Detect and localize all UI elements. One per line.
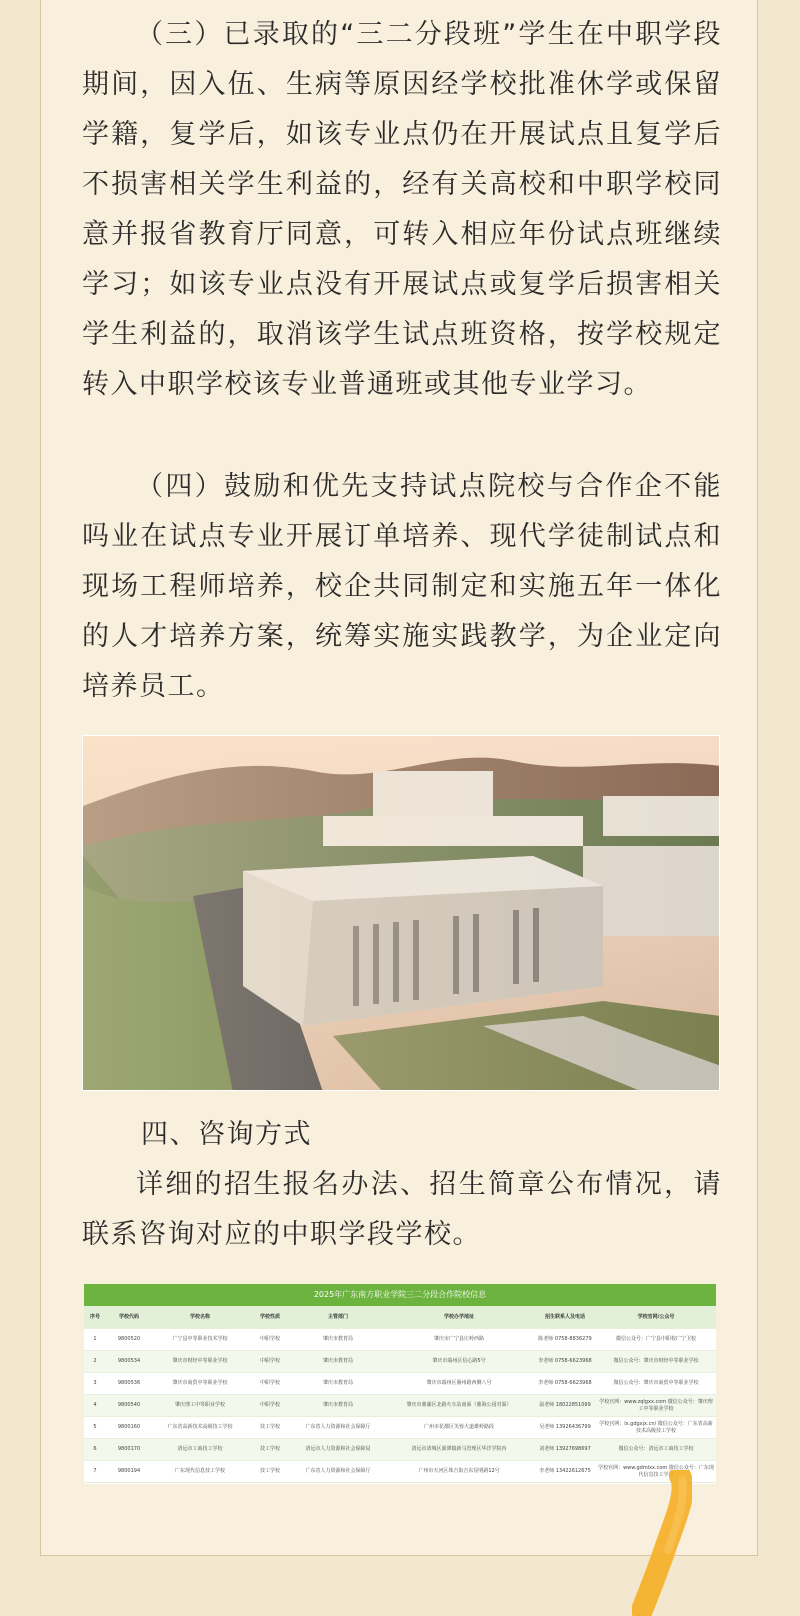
table-cell: 9800540 (106, 1395, 152, 1417)
table-cell: 温老师 18022851099 (534, 1395, 596, 1417)
paragraph-item-3: （三）已录取的“三二分段班”学生在中职学段期间，因入伍、生病等原因经学校批准休学或保留学籍，复学后，如该专业点仍在开展试点且复学后不损害相关学生利益的，经有关高校和中职学校同意并报省教育厅同意，可转入相应年份试点班继续学习；如该专业点没有开展试点或复学后损害相关学生利益的，取消该学生试点班资格，按学校规定转入中职学校该专业普通班或其他专业学习。 (82, 19, 722, 400)
column-header: 学校名称 (152, 1306, 248, 1329)
table-cell: 3 (84, 1373, 106, 1395)
table-cell: 肇庆市端州区信心路5号 (384, 1351, 534, 1373)
table-cell: 李老师 13422612675 (534, 1461, 596, 1483)
table-cell: 广州市天河区珠吉街吉东昆明路12号 (384, 1461, 534, 1483)
table-title: 2025年广东南方职业学院三二分段合作院校信息 (84, 1284, 716, 1306)
table-cell: 6 (84, 1439, 106, 1461)
table-cell: 7 (84, 1461, 106, 1483)
table-cell: 学校官网：lx.gdgxjx.cn/ 微信公众号：广东省高新技术高级技工学校 (596, 1417, 716, 1439)
table-cell: 中职学校 (248, 1329, 292, 1351)
table-cell: 陈老师 0758-8836279 (534, 1329, 596, 1351)
table-row (84, 1461, 716, 1483)
table-cell: 刘老师 13927698697 (534, 1439, 596, 1461)
column-header: 学校办学地址 (384, 1306, 534, 1329)
column-header: 序号 (84, 1306, 106, 1329)
table-cell: 2 (84, 1351, 106, 1373)
table-cell: 学校官网：www.zqlgxx.com 微信公众号：肇庆理工中等职业学校 (596, 1395, 716, 1417)
table-cell: 肇庆市财经中等职业学校 (152, 1351, 248, 1373)
table-cell: 广东省人力资源和社会保障厅 (292, 1417, 384, 1439)
campus-aerial-photo (82, 735, 720, 1091)
table-cell: 9800194 (106, 1461, 152, 1483)
table-cell: 9800536 (106, 1373, 152, 1395)
table-cell: 广东省高新技术高级技工学校 (152, 1417, 248, 1439)
paragraph-item-4: （四）鼓励和优先支持试点院校与合作企不能吗业在试点专业开展订单培养、现代学徒制试点和现场工程师培养，校企共同制定和实施五年一体化的人才培养方案，统筹实施实践教学，为企业定向培养员工。 (82, 471, 722, 702)
table-cell: 微信公众号：清远市工商技工学校 (596, 1439, 716, 1461)
table-cell: 5 (84, 1417, 106, 1439)
table-cell: 学校官网：www.gdmlxx.com 微信公众号：广东现代信息技工学校 (596, 1461, 716, 1483)
highlighter-stroke-decoration (632, 1470, 692, 1616)
table-cell: 肇庆理工中等职业学校 (152, 1395, 248, 1417)
table-cell: 肇庆市商贸中等职业学校 (152, 1373, 248, 1395)
table-cell: 肇庆市教育局 (292, 1329, 384, 1351)
table-cell: 清远市人力资源和社会保障局 (292, 1439, 384, 1461)
partner-schools-table (84, 1284, 716, 1484)
table-cell: 广州市花都区芙蓉大道雄岭路段 (384, 1417, 534, 1439)
table-cell: 技工学校 (248, 1461, 292, 1483)
table-cell: 李老师 0758-6623968 (534, 1373, 596, 1395)
table-cell: 中职学校 (248, 1373, 292, 1395)
section-heading: 四、咨询方式 (141, 1119, 312, 1150)
table-cell: 李老师 0758-6623968 (534, 1351, 596, 1373)
table-cell: 技工学校 (248, 1439, 292, 1461)
table-cell: 吴老师 13926436799 (534, 1417, 596, 1439)
table-cell: 微信公众号：肇庆市财经中等职业学校 (596, 1351, 716, 1373)
table-cell: 9800160 (106, 1417, 152, 1439)
table-cell: 微信公众号：肇庆市商贸中等职业学校 (596, 1373, 716, 1395)
column-header: 学校代码 (106, 1306, 152, 1329)
column-header: 主管部门 (292, 1306, 384, 1329)
column-header: 学校官网/公众号 (596, 1306, 716, 1329)
table-cell: 肇庆市教育局 (292, 1395, 384, 1417)
table-cell: 微信公众号：广宁县中职校广宁卫校 (596, 1329, 716, 1351)
table-cell: 肇庆市广宁县庄岭西路 (384, 1329, 534, 1351)
column-header: 招生联系人及电话 (534, 1306, 596, 1329)
table-cell: 广宁县中等职业技术学校 (152, 1329, 248, 1351)
section-body: 详细的招生报名办法、招生简章公布情况，请联系咨询对应的中职学段学校。 (82, 1169, 722, 1250)
table-cell: 肇庆市端州区肠州路西侧八号 (384, 1373, 534, 1395)
table-cell: 9800170 (106, 1439, 152, 1461)
table-cell: 技工学校 (248, 1417, 292, 1439)
table-row (84, 1417, 716, 1439)
table-cell: 肇庆市教育局 (292, 1351, 384, 1373)
table-cell: 清远市工商技工学校 (152, 1439, 248, 1461)
table-cell: 9800534 (106, 1351, 152, 1373)
table-cell: 4 (84, 1395, 106, 1417)
table-row (84, 1329, 716, 1351)
table-cell: 肇庆市教育局 (292, 1373, 384, 1395)
table-cell: 1 (84, 1329, 106, 1351)
table-cell: 广东现代信息技工学校 (152, 1461, 248, 1483)
column-header: 学校性质 (248, 1306, 292, 1329)
table-cell: 广东省人力资源和社会保障厅 (292, 1461, 384, 1483)
table-cell: 中职学校 (248, 1395, 292, 1417)
table-cell: 肇庆市鼎湖区北路火车站南面（鼎海公园对面） (384, 1395, 534, 1417)
table-row (84, 1395, 716, 1417)
table-row (84, 1351, 716, 1373)
table-header-row (84, 1306, 716, 1329)
table-row (84, 1373, 716, 1395)
table-cell: 清远市清城区源潭镇新马管理区华洋学院内 (384, 1439, 534, 1461)
table-row (84, 1439, 716, 1461)
table-cell: 中职学校 (248, 1351, 292, 1373)
table-cell: 9800520 (106, 1329, 152, 1351)
